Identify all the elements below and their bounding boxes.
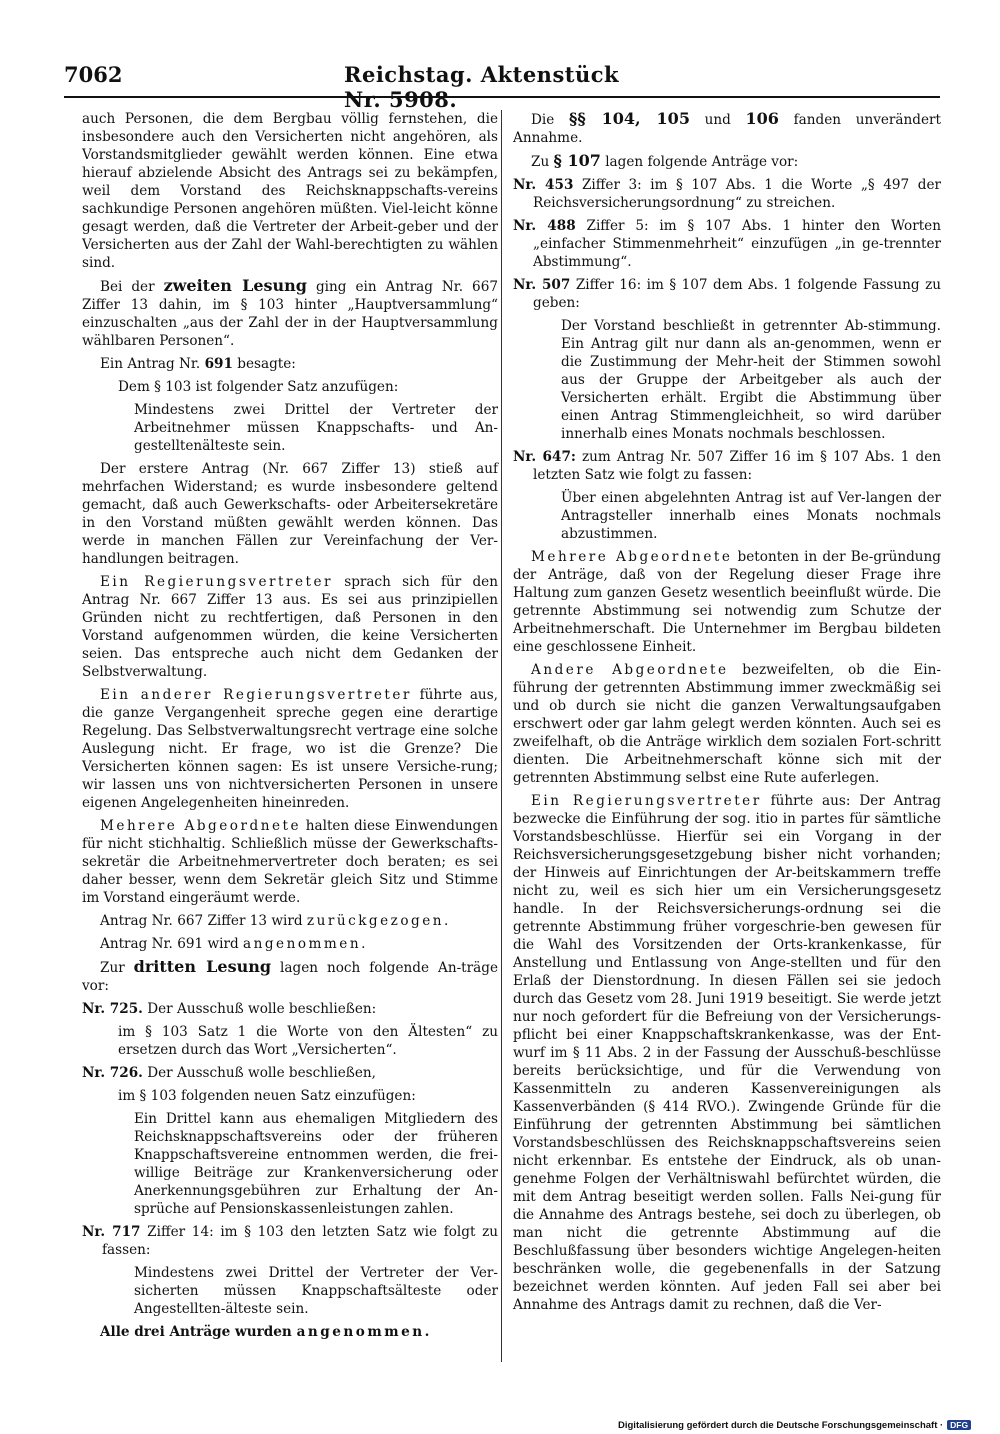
paragraph: Ein Antrag Nr. 691 besagte: — [100, 356, 296, 372]
paragraph: Zur dritten Lesung lagen noch folgende An-träge vor: — [82, 957, 498, 994]
paragraph: auch Personen, die dem Bergbau völlig fernstehen, die insbesondere auch den Versicherten nicht angehören, als Vorstandsmitglieder gewählt werden können. Eine etwa hierauf abzielende Absicht des Antrags sei zu bekämpfen, weil dem Vorstand des Reichsknappschafts-vereins sachkundige Personen angehören müßten. Viel-leicht könne gesagt werden, daß die Vertreter der Arbeit-geber und der Versicherten aus der Zahl der Wahl-berechtigten zu wählen sind. — [82, 111, 498, 271]
paragraph: Ein anderer Regierungsvertreter führte aus, die ganze Vergangenheit spreche gegen eine derartige Regelung. Das Selbstverwaltungsrecht vertrage eine solche Auslegung nicht. Er frage, wo ist die Grenze? Die Versicherten können sagen: Es ist unsere Versiche-rung; wir lassen uns von nichtversicherten Personen in unsere eigenen Angelegenheiten hineinreden. — [82, 687, 498, 811]
paragraph: Der erstere Antrag (Nr. 667 Ziffer 13) stieß auf mehrfachen Widerstand; es wurde insbesondere geltend gemacht, daß auch Gewerkschafts- oder Arbeitersekretäre in den Vorstand müßten gewählt werden können. Das werde in manchen Fällen zur Vereinfachung der Ver-handlungen beitragen. — [82, 461, 498, 567]
quote: Mindestens zwei Drittel der Vertreter der Ver-sicherten müssen Knappschaftsälteste oder Angestellten-älteste sein. — [134, 1265, 498, 1317]
dfg-logo: DFG — [947, 1420, 971, 1430]
motion: Nr. 453 Ziffer 3: im § 107 Abs. 1 die Worte „§ 497 der Reichsversicherungsordnung“ zu streichen. — [513, 177, 941, 211]
motion: Nr. 507 Ziffer 16: im § 107 dem Abs. 1 folgende Fassung zu geben: — [513, 277, 941, 311]
resolution: Alle drei Anträge wurden angenommen. — [100, 1324, 432, 1340]
page-header — [64, 62, 644, 112]
motion: Nr. 488 Ziffer 5: im § 107 Abs. 1 hinter den Worten „einfacher Stimmenmehrheit“ einzufügen „in ge-trennter Abstimmung“. — [513, 218, 941, 270]
motion: Nr. 647: zum Antrag Nr. 507 Ziffer 16 im § 107 Abs. 1 den letzten Satz wie folgt zu fassen: — [513, 449, 941, 483]
digitization-credit — [618, 1420, 990, 1434]
resolution: Antrag Nr. 667 Ziffer 13 wird zurückgezogen. — [100, 913, 451, 929]
motion: Nr. 717 Ziffer 14: im § 103 den letzten Satz wie folgt zu fassen: — [82, 1224, 498, 1258]
paragraph: Ein Regierungsvertreter führte aus: Der Antrag bezwecke die Einführung der sog. itio in partes für sämtliche Vorstandsbeschlüsse. Hierfür sei ein Vorgang in der Reichsversicherungsgesetzgebung bisher nicht vorhanden; der Hinweis auf Einrichtungen der Ar-beitskammern treffe nicht zu, weil es sich hier um ein Versicherungsgesetz handle. In der Reichsversicherungs-ordnung sei die getrennte Abstimmung früher vorgeschrie-ben gewesen für die Wahl des Vorsitzenden der Orts-krankenkasse, für Anstellung und Entlassung von Ange-stellten und für den Erlaß der Dienstordnung. In diesen Fällen sei sie jedoch durch das Gesetz vom 28. Juni 1919 beseitigt. Sie werde jetzt nur noch gefordert für die Befreiung von der Versicherungs-pflicht bei einer Knappschaftskrankenkasse, was der Ent-wurf im § 11 Abs. 2 in der Fassung der Ausschuß-beschlüsse bereits berücksichtige, und für die Verwendung von Kassenmitteln zu anderen Kassenvereinigungen als Kassenverbänden (§ 414 RVO.). Zwingende Gründe für die Einführung der getrennten Abstimmung bei sämtlichen Vorstandsbeschlüssen des Reichsknappschaftsvereins seien nicht erkennbar. Es entstehe der Eindruck, als ob unan-genehme Folgen der Verhältniswahl befürchtet würden, die mit dem Antrag beseitigt werden sollen. Falls Nei-gung für die Annahme des Antrags bestehe, sei doch zu überlegen, ob man nicht die getrennte Abstimmung auf die Beschlußfassung über besonders wichtige Angelegen-heiten beschränken wolle, die gegebenenfalls in der Satzung bezeichnet werden könnten. Auf jeden Fall sei aber bei Annahme des Antrags damit zu rechnen, daß die Ver- — [513, 793, 941, 1313]
quote: im § 103 Satz 1 die Worte von den Ältesten“ zu ersetzen durch das Wort „Versicherten“. — [118, 1024, 498, 1058]
quote: Ein Drittel kann aus ehemaligen Mitgliedern des Reichsknappschaftsvereins oder der früheren Knappschaftsvereine entnommen werden, die frei-willige Beiträge zur Krankenversicherung oder Anerkennungsgebühren zur Erhaltung der An-sprüche auf Pensionskassenleistungen zahlen. — [134, 1111, 498, 1217]
paragraph: Die §§ 104, 105 und 106 fanden unverändert Annahme. — [513, 109, 941, 146]
paragraph: Andere Abgeordnete bezweifelten, ob die Ein-führung der getrennten Abstimmung immer zweckmäßig sei und ob durch sie nicht die ganzen Verwaltungsaufgaben erschwert oder gar lahm gelegt werden könnten. Auch sei es zweifelhaft, ob die Anträge wirklich dem sozialen Fort-schritt dienten. Die Arbeitnehmerschaft könne sich mit der getrennten Abstimmung selbst eine Rute auferlegen. — [513, 662, 941, 786]
quote: Über einen abgelehnten Antrag ist auf Ver-langen der Antragsteller innerhalb eines Monats nochmals abzustimmen. — [561, 490, 941, 542]
paragraph: Mehrere Abgeordnete betonten in der Be-gründung der Anträge, daß von der Regelung dieser Frage ihre Haltung zum ganzen Gesetz wesentlich beeinflußt würde. Die getrennte Abstimmung sei notwendig zum Schutze der Arbeitnehmerschaft. Die Unternehmer im Bergbau bildeten eine geschlossene Einheit. — [513, 549, 941, 655]
page-number: 7062 — [64, 62, 123, 87]
left-column — [82, 110, 498, 1346]
right-column — [513, 110, 941, 1319]
quote-intro: Dem § 103 ist folgender Satz anzufügen: — [118, 379, 399, 395]
paragraph: Ein Regierungsvertreter sprach sich für den Antrag Nr. 667 Ziffer 13 aus. Es sei aus prinzipiellen Gründen nicht zu rechtfertigen, daß Personen in den Vorstand aufgenommen würden, die keine Versicherten seien. Das entspreche auch nicht dem Gedanken der Selbstverwaltung. — [82, 574, 498, 680]
quote: Der Vorstand beschließt in getrennter Ab-stimmung. Ein Antrag gilt nur dann als an-genommen, wenn er die Zustimmung der Mehr-heit der Stimmen sowohl aus der Gruppe der Arbeitgeber als auch der Versicherten erhält. Ergibt die Abstimmung über einen Antrag Stimmengleichheit, so wird darüber innerhalb eines Monats nochmals beschlossen. — [561, 318, 941, 442]
motion: Nr. 726. Der Ausschuß wolle beschließen, — [82, 1065, 376, 1081]
paragraph: Mehrere Abgeordnete halten diese Einwendungen für nicht stichhaltig. Schließlich müsse der Gewerkschafts-sekretär die Arbeitnehmervertreter doch beraten; es sei daher besser, wenn dem Sekretär gleich Sitz und Stimme im Vorstand eingeräumt werde. — [82, 818, 498, 906]
motion: Nr. 725. Der Ausschuß wolle beschließen: — [82, 1001, 377, 1017]
column-divider — [501, 110, 502, 1362]
paragraph: Bei der zweiten Lesung ging ein Antrag Nr. 667 Ziffer 13 dahin, im § 103 hinter „Hauptversammlung“ einzuschalten „aus der Zahl der in der Hauptversammlung wählbaren Personen“. — [82, 276, 498, 349]
quote: Mindestens zwei Drittel der Vertreter der Arbeitnehmer müssen Knappschafts- und An-gestelltenälteste sein. — [134, 402, 498, 454]
quote-intro: im § 103 folgenden neuen Satz einzufügen: — [118, 1088, 416, 1104]
credit-text: Digitalisierung gefördert durch die Deutsche Forschungsgemeinschaft · — [618, 1420, 944, 1431]
paragraph: Zu § 107 lagen folgende Anträge vor: — [531, 151, 799, 170]
resolution: Antrag Nr. 691 wird angenommen. — [100, 936, 368, 952]
running-title: Reichstag. Aktenstück Nr. 5908. — [344, 62, 620, 112]
header-rule — [64, 96, 940, 98]
